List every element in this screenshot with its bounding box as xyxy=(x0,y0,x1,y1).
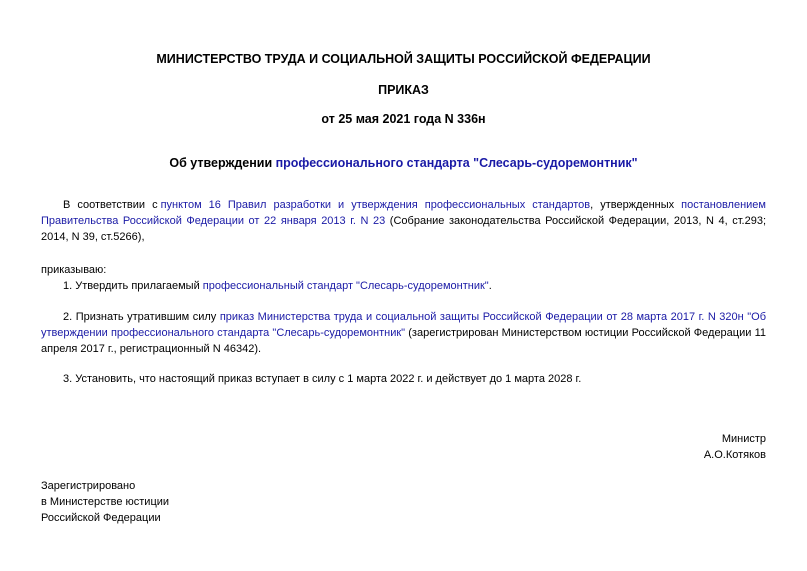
title-plain: Об утверждении xyxy=(169,156,276,170)
preamble-text-1: В соответствии с xyxy=(63,199,158,211)
item-1-prefix: 1. Утвердить прилагаемый xyxy=(63,280,203,292)
doc-type-heading: ПРИКАЗ xyxy=(378,83,429,97)
title-standard-link[interactable]: профессионального стандарта "Слесарь-судоремонтник" xyxy=(275,156,638,170)
preamble-text-2: , утвержденных xyxy=(590,199,675,211)
preamble-paragraph xyxy=(41,197,766,245)
item-2-prefix: 2. Признать утратившим силу xyxy=(63,311,220,323)
document-title xyxy=(0,155,807,171)
signatory-position: Министр xyxy=(721,433,766,445)
order-word: приказываю: xyxy=(41,264,107,276)
item-3: 3. Установить, что настоящий приказ вступает в силу с 1 марта 2022 г. и действует до 1 марта 2028 г. xyxy=(63,373,582,385)
ministry-heading: МИНИСТЕРСТВО ТРУДА И СОЦИАЛЬНОЙ ЗАЩИТЫ РОССИЙСКОЙ ФЕДЕРАЦИИ xyxy=(156,52,651,66)
registration-line-3: Российской Федерации xyxy=(41,512,161,524)
date-number-heading: от 25 мая 2021 года N 336н xyxy=(321,112,486,126)
government-resolution-link[interactable]: постановлением Правительства Российской Федерации от 22 января 2013 г. N 23 xyxy=(41,199,766,227)
repealed-order-link[interactable]: приказ Министерства труда и социальной защиты Российской Федерации от 28 марта 2017 г. N 320н "Об утверждении профессионального стандарта "Слесарь-судоремонтник" xyxy=(41,311,766,339)
item-2-suffix: (зарегистрирован Министерством юстиции Российской Федерации 11 апреля 2017 г., регистрационный N 46342). xyxy=(41,327,766,355)
registration-line-2: в Министерстве юстиции xyxy=(41,496,170,508)
item-1 xyxy=(41,278,766,294)
professional-standard-link[interactable]: профессиональный стандарт "Слесарь-судоремонтник" xyxy=(202,280,489,292)
preamble-text-3: (Собрание законодательства Российской Федерации, 2013, N 4, ст.293; 2014, N 39, ст.5266), xyxy=(41,215,766,243)
item-1-suffix: . xyxy=(488,280,492,292)
item-2 xyxy=(41,309,766,357)
signatory-name: А.О.Котяков xyxy=(703,449,766,461)
registration-line-1: Зарегистрировано xyxy=(41,480,136,492)
rules-link[interactable]: пунктом 16 Правил разработки и утверждения профессиональных стандартов xyxy=(160,199,591,211)
